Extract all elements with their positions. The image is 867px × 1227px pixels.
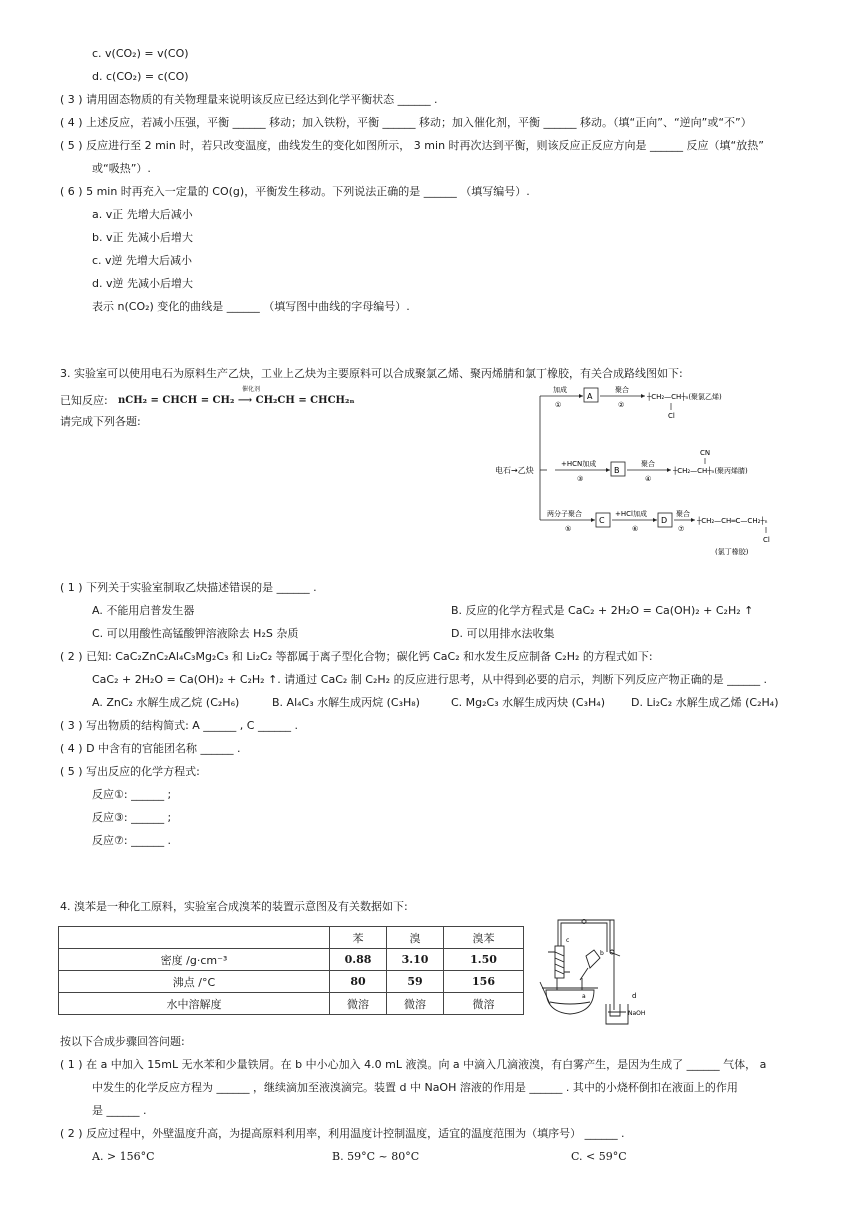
- q3-sub1-option-b: B. 反应的化学方程式是 CaC₂ + 2H₂O = Ca(OH)₂ + C₂H₂ ↑: [451, 604, 754, 617]
- scheme-r3-label: +HCN加成: [561, 460, 597, 468]
- q3-sub2-line2: CaC₂ + 2H₂O = Ca(OH)₂ + C₂H₂ ↑. 请通过 CaC₂ 制 C₂H₂ 的反应进行思考，从中得到必要的启示，判断下列反应产物正确的是 ______ .: [92, 673, 768, 686]
- scheme-box-a: A: [587, 392, 593, 401]
- scheme-box-d: D: [661, 516, 668, 525]
- q4-stem: 4. 溴苯是一种化工原料，实验室合成溴苯的装置示意图及有关数据如下:: [60, 900, 408, 913]
- apparatus-label-c: c: [566, 937, 570, 944]
- table-cell: 密度 /g·cm⁻³: [59, 949, 330, 971]
- q3-sub4: ( 4 ) D 中含有的官能团名称 ______ .: [60, 742, 241, 755]
- scheme-r5-num: ⑤: [565, 525, 572, 533]
- q3-known-equation: nCH₂ = CHCH = CH₂ ⟶ CH₂CH = CHCH₂ₙ: [118, 395, 355, 406]
- q2-sub3: ( 3 ) 请用固态物质的有关物理量来说明该反应已经达到化学平衡状态 ______ .: [60, 93, 438, 106]
- table-cell: 80: [330, 971, 387, 993]
- scheme-r1-label: 加成: [553, 386, 567, 394]
- q2-sub6-curve: 表示 n(CO₂) 变化的曲线是 ______ （填写图中曲线的字母编号）.: [92, 300, 410, 313]
- scheme-start: 电石→乙炔: [495, 466, 534, 475]
- q4-sub2-option-c: C. < 59°C: [571, 1150, 627, 1163]
- scheme-pvc-sub: Cl: [668, 412, 675, 420]
- scheme-r7-label: 聚合: [676, 510, 690, 518]
- scheme-box-c: C: [599, 516, 605, 525]
- q2-sub6-option-c: c. v逆 先增大后减小: [92, 254, 193, 267]
- scheme-box-b: B: [614, 466, 620, 475]
- q3-reaction-7: 反应⑦: ______ .: [92, 834, 172, 847]
- table-cell: 水中溶解度: [59, 993, 330, 1015]
- table-cell: 微溶: [330, 993, 387, 1015]
- apparatus-label-d: d: [632, 992, 637, 1000]
- table-row: [59, 993, 524, 1015]
- scheme-r3-num: ③: [577, 475, 584, 483]
- q3-please: 请完成下列各题:: [60, 415, 141, 428]
- table-cell: 3.10: [387, 949, 444, 971]
- q4-sub2-option-a: A. > 156°C: [92, 1150, 155, 1163]
- q3-sub3: ( 3 ) 写出物质的结构简式: A ______ , C ______ .: [60, 719, 298, 732]
- q3-sub2-option-b: B. Al₄C₃ 水解生成丙烷 (C₃H₈): [272, 696, 420, 709]
- scheme-pvc: ┼CH₂—CH┼ₙ(聚氯乙烯): [647, 393, 722, 401]
- table-cell: 59: [387, 971, 444, 993]
- q3-sub1-option-a: A. 不能用启普发生器: [92, 604, 195, 617]
- synthesis-scheme: [495, 380, 815, 560]
- q4-sub2-option-b: B. 59°C ~ 80°C: [332, 1150, 420, 1163]
- table-cell: 1.50: [444, 949, 524, 971]
- q3-sub2-line1: ( 2 ) 已知: CaC₂ZnC₂Al₄C₃Mg₂C₃ 和 Li₂C₂ 等都属于离子型化合物；碳化钙 CaC₂ 和水发生反应制备 C₂H₂ 的方程式如下:: [60, 650, 653, 663]
- table-cell: 微溶: [444, 993, 524, 1015]
- scheme-rubber-sub: Cl: [763, 536, 770, 544]
- q2-sub6: ( 6 ) 5 min 时再充入一定量的 CO(g)，平衡发生移动。下列说法正确的是 ______ （填写编号）.: [60, 185, 530, 198]
- q3-sub1: ( 1 ) 下列关于实验室制取乙炔描述错误的是 ______ .: [60, 581, 317, 594]
- scheme-r7-num: ⑦: [678, 525, 685, 533]
- scheme-r2-num: ②: [618, 401, 625, 409]
- apparatus-label-b: b: [600, 950, 604, 957]
- q3-sub1-option-c: C. 可以用酸性高锰酸钾溶液除去 H₂S 杂质: [92, 627, 299, 640]
- q2-option-d: d. c(CO₂) = c(CO): [92, 70, 189, 83]
- q2-option-c: c. v(CO₂) = v(CO): [92, 47, 189, 60]
- scheme-r6-num: ⑥: [632, 525, 639, 533]
- table-header-cell: [59, 927, 330, 949]
- table-cell: 微溶: [387, 993, 444, 1015]
- q3-sub5: ( 5 ) 写出反应的化学方程式:: [60, 765, 200, 778]
- table-cell: 156: [444, 971, 524, 993]
- q3-known-label: 已知反应:: [60, 394, 108, 407]
- q4-sub1-line3: 是 ______ .: [92, 1104, 147, 1117]
- scheme-r5-label: 两分子聚合: [547, 510, 582, 518]
- scheme-r1-num: ①: [555, 401, 562, 409]
- q2-sub5-line2: 或“吸热”）.: [92, 162, 151, 175]
- q2-sub5-line1: ( 5 ) 反应进行至 2 min 时，若只改变温度，曲线发生的变化如图所示， 3 min 时再次达到平衡，则该反应正反应方向是 ______ 反应（填“放热”: [60, 139, 764, 152]
- table-header-cell: 溴苯: [444, 927, 524, 949]
- table-row: [59, 971, 524, 993]
- q2-sub4: ( 4 ) 上述反应，若减小压强，平衡 ______ 移动；加入铁粉，平衡 ______ 移动；加入催化剂，平衡 ______ 移动。（填“正向”、“逆向”或“不”）: [60, 116, 752, 129]
- q4-sub2: ( 2 ) 反应过程中，外壁温度升高，为提高原料利用率，利用温度计控制温度，适宜的温度范围为（填序号） ______ .: [60, 1127, 625, 1140]
- q3-reaction-1: 反应①: ______ ;: [92, 788, 172, 801]
- q2-sub6-option-a: a. v正 先增大后减小: [92, 208, 193, 221]
- scheme-r2-label: 聚合: [615, 386, 629, 394]
- q4-sub1-line2: 中发生的化学反应方程为 ______ ，继续滴加至液溴滴完。装置 d 中 NaOH 溶液的作用是 ______ . 其中的小烧杯倒扣在液面上的作用: [92, 1081, 738, 1094]
- table-header-cell: 苯: [330, 927, 387, 949]
- apparatus-naoh: NaOH: [628, 1010, 646, 1017]
- table-cell: 沸点 /°C: [59, 971, 330, 993]
- scheme-pan: ┼CH₂—CH┼ₙ(聚丙烯腈): [673, 467, 748, 475]
- table-cell: 0.88: [330, 949, 387, 971]
- q3-sub2-option-c: C. Mg₂C₃ 水解生成丙炔 (C₃H₄): [451, 696, 605, 709]
- q3-reaction-3: 反应③: ______ ;: [92, 811, 172, 824]
- q2-sub6-option-b: b. v正 先减小后增大: [92, 231, 193, 244]
- table-header-row: [59, 927, 524, 949]
- scheme-rubber-name: (氯丁橡胶): [715, 548, 749, 556]
- apparatus-diagram: [528, 912, 653, 1027]
- scheme-r6-label: +HCl加成: [615, 510, 647, 518]
- q4-sub1-line1: ( 1 ) 在 a 中加入 15mL 无水苯和少量铁屑。在 b 中小心加入 4.0 mL 液溴。向 a 中滴入几滴液溴，有白雾产生，是因为生成了 ______ 气体， a: [60, 1058, 767, 1071]
- q3-sub2-option-a: A. ZnC₂ 水解生成乙烷 (C₂H₆): [92, 696, 240, 709]
- q4-steps: 按以下合成步骤回答问题:: [60, 1035, 185, 1048]
- apparatus-label-a: a: [582, 993, 586, 1000]
- scheme-rubber: ┼CH₂—CH═C—CH₂┼ₙ: [697, 517, 768, 525]
- q4-data-table: [58, 926, 524, 1015]
- table-header-cell: 溴: [387, 927, 444, 949]
- q3-sub1-option-d: D. 可以用排水法收集: [451, 627, 555, 640]
- q3-stem: 3. 实验室可以使用电石为原料生产乙炔，工业上乙炔为主要原料可以合成聚氯乙烯、聚丙烯腈和氯丁橡胶，有关合成路线图如下:: [60, 367, 683, 380]
- q3-catalyst-label: 催化剂: [242, 386, 261, 393]
- scheme-r4-num: ④: [645, 475, 652, 483]
- q3-sub2-option-d: D. Li₂C₂ 水解生成乙烯 (C₂H₄): [631, 696, 779, 709]
- table-row: [59, 949, 524, 971]
- scheme-r4-label: 聚合: [641, 460, 655, 468]
- scheme-pan-sub: CN: [700, 449, 711, 457]
- q2-sub6-option-d: d. v逆 先减小后增大: [92, 277, 193, 290]
